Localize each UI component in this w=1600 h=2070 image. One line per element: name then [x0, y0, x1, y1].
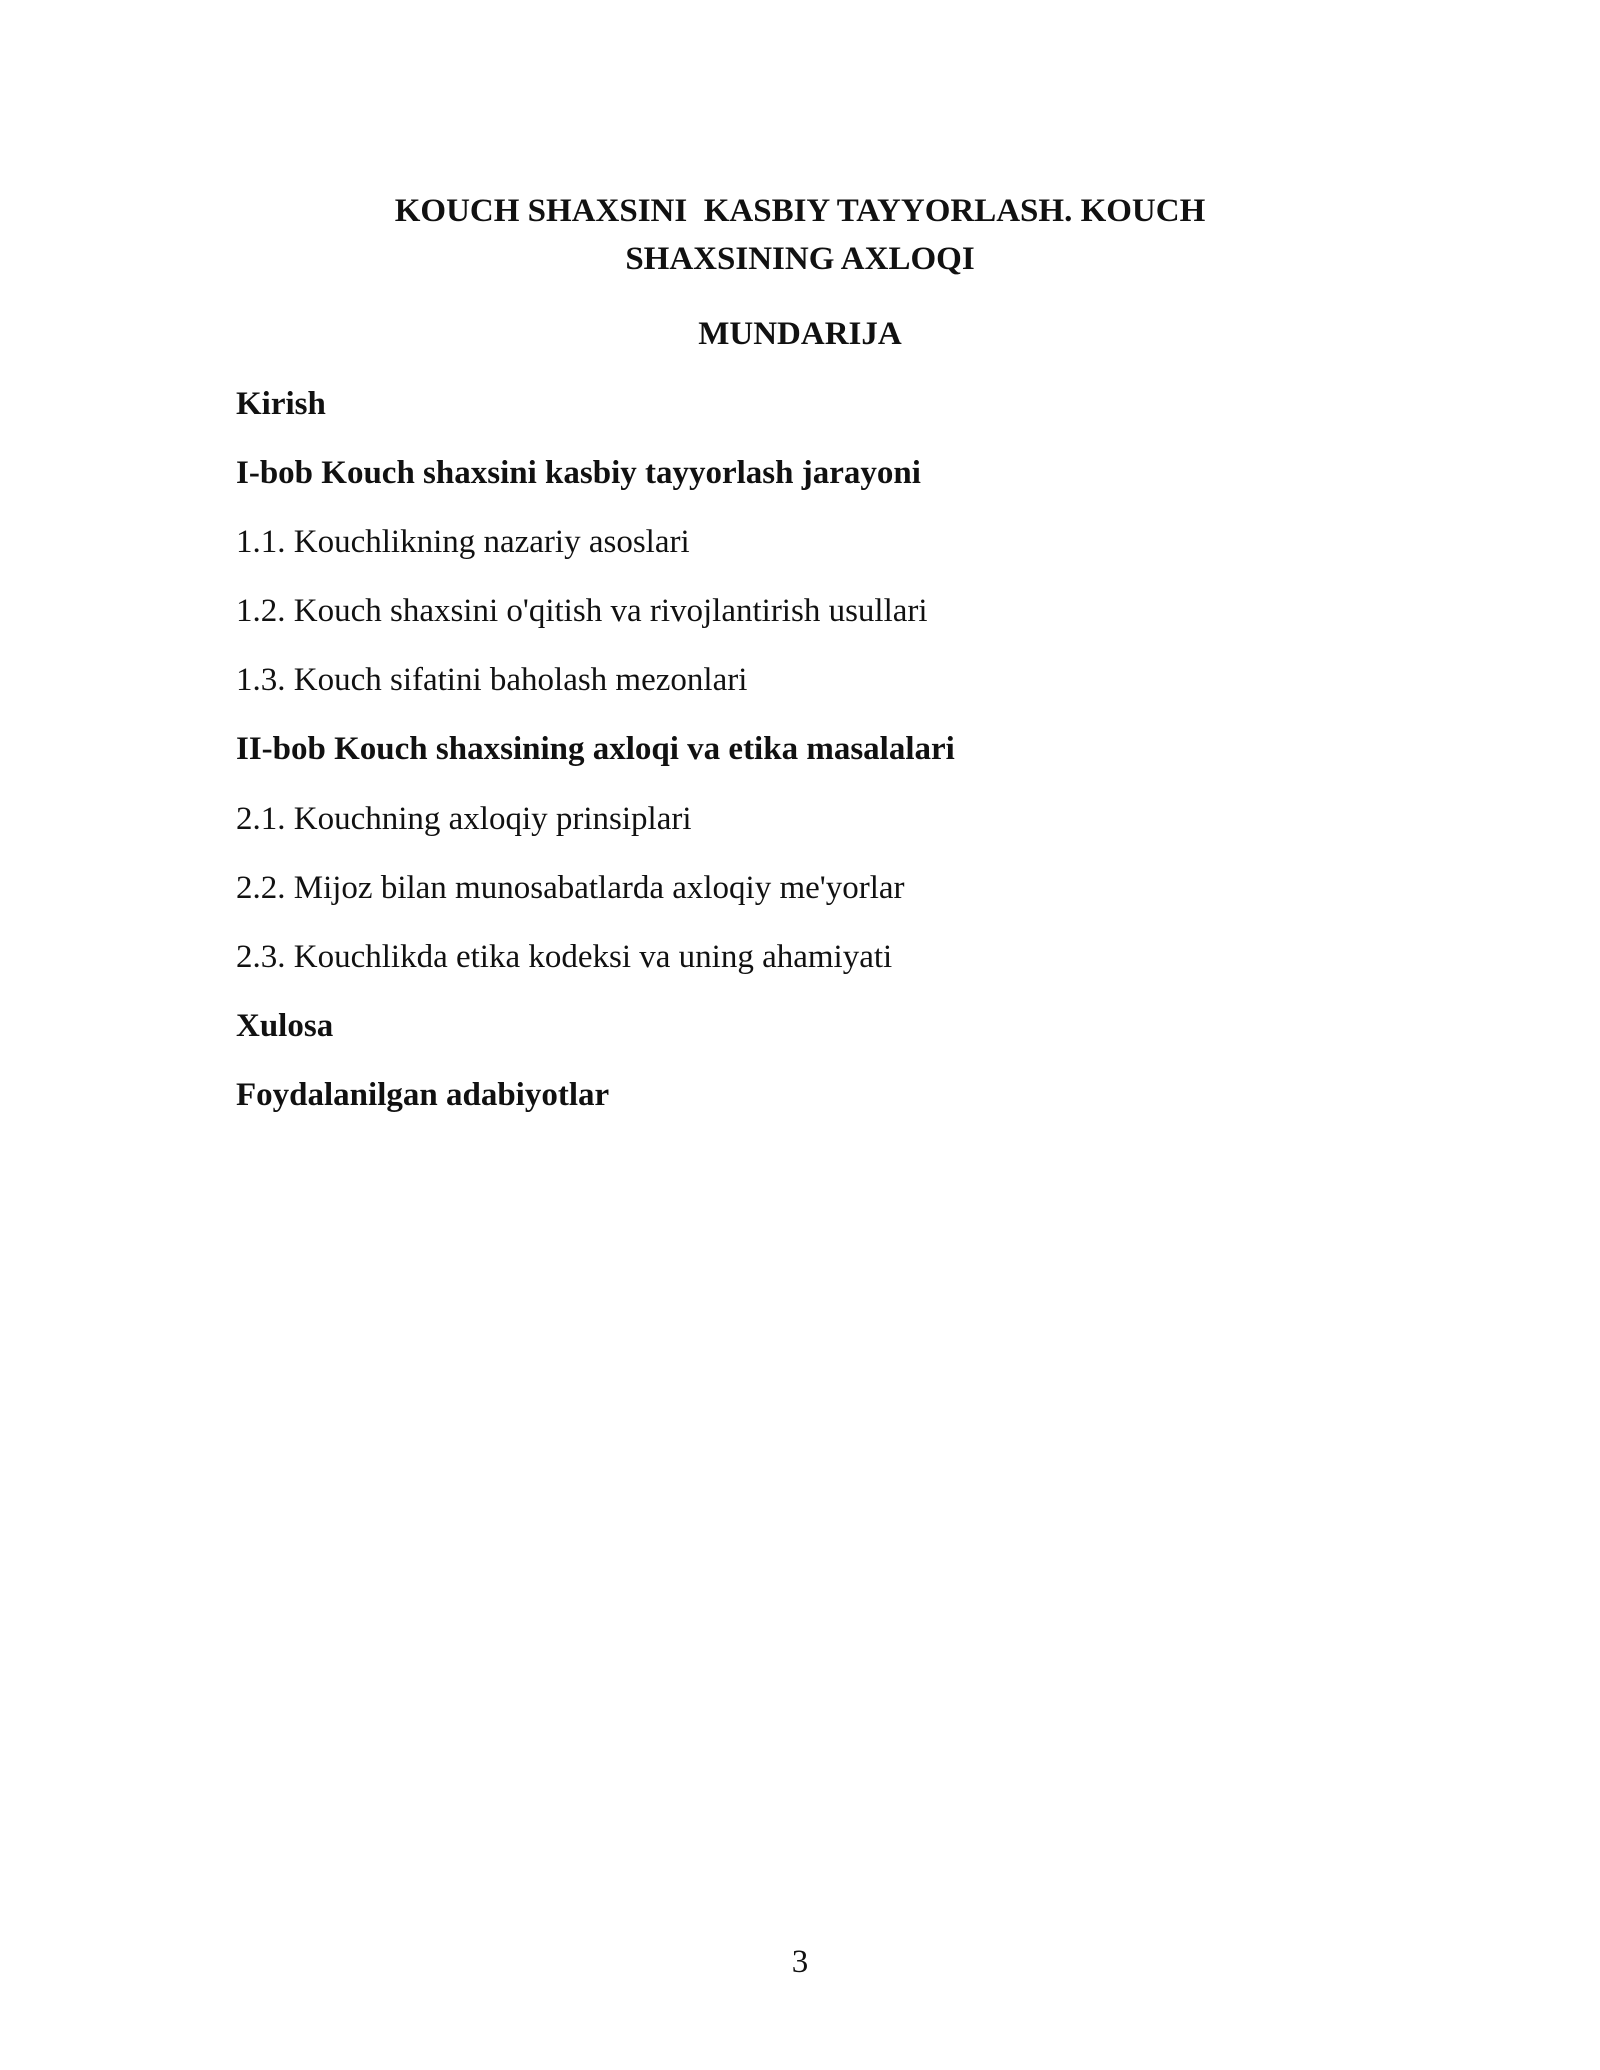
toc-entry-references: Foydalanilgan adabiyotlar	[236, 1077, 610, 1113]
toc-entry-chapter-1: I-bob Kouch shaxsini kasbiy tayyorlash jarayoni	[236, 455, 921, 491]
toc-entry-conclusion: Xulosa	[236, 1008, 334, 1044]
toc-entry-section-2-1: 2.1. Kouchning axloqiy prinsiplari	[236, 801, 692, 837]
toc-entry-introduction: Kirish	[236, 386, 326, 422]
document-title-line-2: SHAXSINING AXLOQI	[625, 241, 975, 277]
toc-entry-section-1-3: 1.3. Kouch sifatini baholash mezonlari	[236, 662, 748, 698]
toc-entry-section-1-1: 1.1. Kouchlikning nazariy asoslari	[236, 524, 690, 560]
toc-entry-section-1-2: 1.2. Kouch shaxsini o'qitish va rivojlantirish usullari	[236, 593, 928, 629]
toc-heading: MUNDARIJA	[698, 316, 902, 352]
toc-entry-chapter-2: II-bob Kouch shaxsining axloqi va etika masalalari	[236, 731, 955, 767]
document-title-line-1: KOUCH SHAXSINI KASBIY TAYYORLASH. KOUCH	[394, 193, 1206, 229]
toc-entry-section-2-3: 2.3. Kouchlikda etika kodeksi va uning ahamiyati	[236, 939, 893, 975]
toc-entry-section-2-2: 2.2. Mijoz bilan munosabatlarda axloqiy me'yorlar	[236, 870, 905, 906]
page-number: 3	[791, 1944, 809, 1980]
